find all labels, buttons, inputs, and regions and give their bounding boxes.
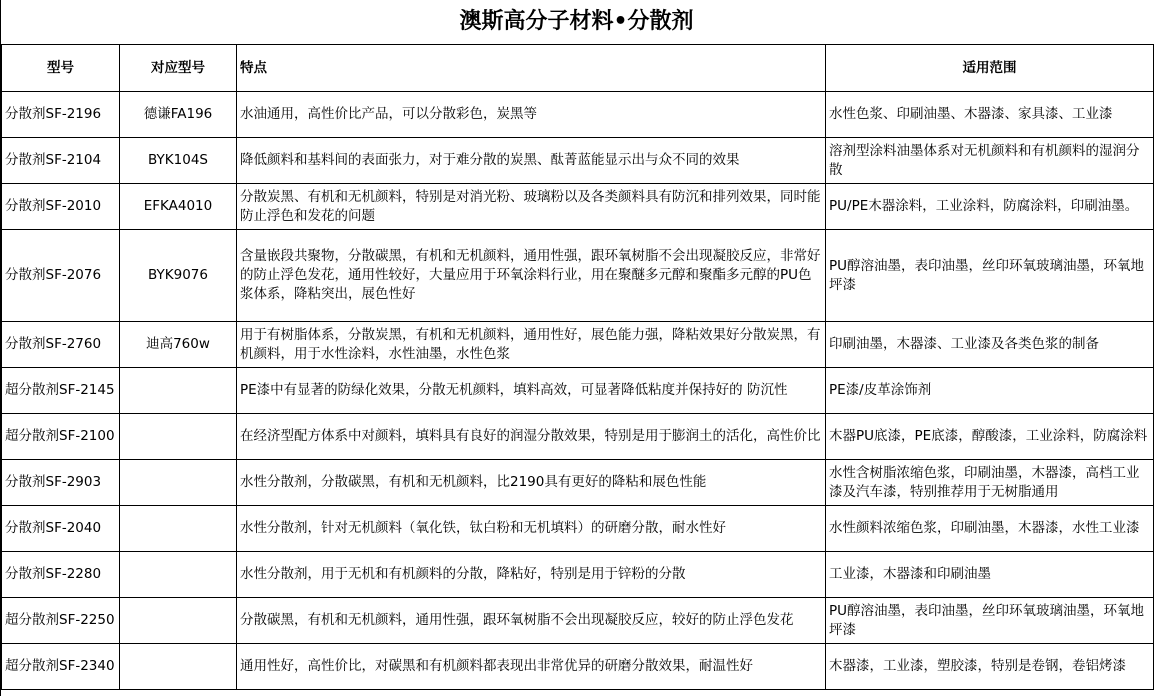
cell-equivalent [120, 598, 237, 644]
cell-equivalent [120, 644, 237, 690]
header-row [2, 45, 1154, 92]
cell-equivalent: BYK104S [120, 138, 237, 184]
cell-model: 分散剂SF-2076 [2, 230, 120, 322]
cell-model: 分散剂SF-2196 [2, 92, 120, 138]
table-row [2, 368, 1154, 414]
cell-model: 分散剂SF-2903 [2, 460, 120, 506]
cell-application: 水性色浆、印刷油墨、木器漆、家具漆、工业漆 [826, 92, 1154, 138]
product-table [1, 44, 1154, 690]
table-row [2, 230, 1154, 322]
cell-equivalent [120, 552, 237, 598]
table-row [2, 414, 1154, 460]
table-row [2, 460, 1154, 506]
table-row [2, 506, 1154, 552]
cell-model: 超分散剂SF-2250 [2, 598, 120, 644]
header-features: 特点 [237, 45, 826, 92]
table-row [2, 138, 1154, 184]
cell-features: 含量嵌段共聚物，分散碳黑，有机和无机颜料，通用性强，跟环氧树脂不会出现凝胶反应，非常好的防止浮色发花，通用性较好，大量应用于环氧涂料行业，用在聚醚多元醇和聚酯多元醇的PU色浆体系，降粘突出，展色性好 [237, 230, 826, 322]
cell-features: 通用性好，高性价比，对碳黑和有机颜料都表现出非常优异的研磨分散效果，耐温性好 [237, 644, 826, 690]
cell-features: 降低颜料和基料间的表面张力，对于难分散的炭黑、酞菁蓝能显示出与众不同的效果 [237, 138, 826, 184]
header-equivalent: 对应型号 [120, 45, 237, 92]
cell-application: 木器PU底漆，PE底漆，醇酸漆，工业涂料，防腐涂料 [826, 414, 1154, 460]
cell-model: 分散剂SF-2280 [2, 552, 120, 598]
cell-application: 木器漆，工业漆，塑胶漆，特别是卷钢，卷铝烤漆 [826, 644, 1154, 690]
cell-equivalent [120, 414, 237, 460]
cell-model: 分散剂SF-2760 [2, 322, 120, 368]
cell-features: 用于有树脂体系，分散炭黑，有机和无机颜料，通用性好，展色能力强，降粘效果好分散炭黑，有机颜料，用于水性涂料，水性油墨，水性色浆 [237, 322, 826, 368]
table-row [2, 644, 1154, 690]
cell-equivalent [120, 506, 237, 552]
cell-model: 超分散剂SF-2100 [2, 414, 120, 460]
cell-features: 水性分散剂，分散碳黑，有机和无机颜料，比2190具有更好的降粘和展色性能 [237, 460, 826, 506]
cell-application: PU醇溶油墨，表印油墨，丝印环氧玻璃油墨，环氧地坪漆 [826, 230, 1154, 322]
cell-application: 水性含树脂浓缩色浆，印刷油墨，木器漆，高档工业漆及汽车漆，特别推荐用于无树脂通用 [826, 460, 1154, 506]
cell-equivalent: BYK9076 [120, 230, 237, 322]
page-title: 澳斯高分子材料•分散剂 [459, 9, 694, 34]
cell-application: PU醇溶油墨，表印油墨，丝印环氧玻璃油墨，环氧地坪漆 [826, 598, 1154, 644]
cell-features: 水油通用，高性价比产品，可以分散彩色，炭黑等 [237, 92, 826, 138]
cell-model: 分散剂SF-2104 [2, 138, 120, 184]
cell-features: 分散碳黑，有机和无机颜料，通用性强，跟环氧树脂不会出现凝胶反应，较好的防止浮色发花 [237, 598, 826, 644]
cell-application: 印刷油墨，木器漆、工业漆及各类色浆的制备 [826, 322, 1154, 368]
table-row [2, 184, 1154, 230]
cell-features: 分散炭黑、有机和无机颜料，特别是对消光粉、玻璃粉以及各类颜料具有防沉和排列效果，同时能防止浮色和发花的问题 [237, 184, 826, 230]
cell-equivalent: EFKA4010 [120, 184, 237, 230]
cell-model: 分散剂SF-2040 [2, 506, 120, 552]
cell-features: PE漆中有显著的防绿化效果，分散无机颜料，填料高效，可显著降低粘度并保持好的 防沉性 [237, 368, 826, 414]
cell-model: 超分散剂SF-2340 [2, 644, 120, 690]
cell-application: PU/PE木器涂料，工业涂料，防腐涂料，印刷油墨。 [826, 184, 1154, 230]
cell-equivalent: 德谦FA196 [120, 92, 237, 138]
table-row [2, 552, 1154, 598]
cell-equivalent [120, 368, 237, 414]
cell-equivalent [120, 460, 237, 506]
cell-features: 水性分散剂，针对无机颜料（氧化铁，钛白粉和无机填料）的研磨分散，耐水性好 [237, 506, 826, 552]
table-row [2, 322, 1154, 368]
cell-features: 水性分散剂，用于无机和有机颜料的分散，降粘好，特别是用于锌粉的分散 [237, 552, 826, 598]
cell-application: PE漆/皮革涂饰剂 [826, 368, 1154, 414]
cell-application: 水性颜料浓缩色浆，印刷油墨，木器漆，水性工业漆 [826, 506, 1154, 552]
cell-application: 工业漆，木器漆和印刷油墨 [826, 552, 1154, 598]
cell-model: 分散剂SF-2010 [2, 184, 120, 230]
header-model: 型号 [2, 45, 120, 92]
header-application: 适用范围 [826, 45, 1154, 92]
cell-features: 在经济型配方体系中对颜料，填料具有良好的润湿分散效果，特别是用于膨润土的活化，高性价比 [237, 414, 826, 460]
cell-equivalent: 迪高760w [120, 322, 237, 368]
cell-model: 超分散剂SF-2145 [2, 368, 120, 414]
table-row [2, 598, 1154, 644]
table-row [2, 92, 1154, 138]
cell-application: 溶剂型涂料油墨体系对无机颜料和有机颜料的湿润分散 [826, 138, 1154, 184]
